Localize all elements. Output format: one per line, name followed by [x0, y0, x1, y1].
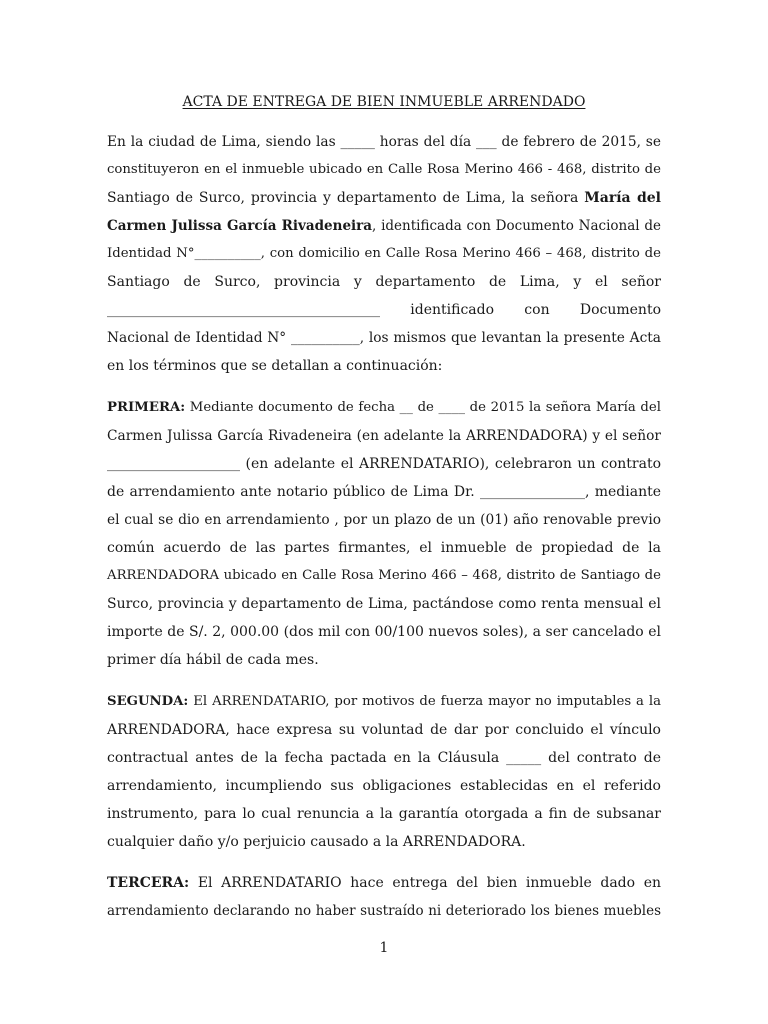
primera-line-1-text: Mediante documento de fecha __ de ____ de 2015 la señora María del	[185, 400, 661, 415]
segunda-line-6: cualquier daño y/o perjuicio causado a la ARRENDADORA.	[107, 834, 526, 850]
primera-line-4: de arrendamiento ante notario público de Lima Dr. _______________, mediante	[107, 484, 661, 500]
primera-line-9: importe de S/. 2, 000.00 (dos mil con 00/100 nuevos soles), a ser cancelado el	[107, 624, 661, 640]
primera-line-7: ARRENDADORA ubicado en Calle Rosa Merino 466 – 468, distrito de Santiago de	[107, 568, 661, 583]
page-number: 1	[379, 940, 389, 956]
intro-line-3	[107, 184, 661, 212]
segunda-label: SEGUNDA:	[107, 694, 189, 709]
intro-line-4	[107, 212, 661, 240]
tercera-line-1	[107, 869, 661, 897]
primera-line-1	[107, 394, 661, 422]
primera-line-2: Carmen Julissa García Rivadeneira (en adelante la ARRENDADORA) y el señor	[107, 428, 661, 444]
intro-line-6: Santiago de Surco, provincia y departamento de Lima, y el señor	[107, 274, 661, 290]
intro-line-4-text: , identificada con Documento Nacional de	[372, 218, 661, 234]
intro-line-3-text: Santiago de Surco, provincia y departamento de Lima, la señora	[107, 190, 585, 206]
intro-line-7: _______________________________________ identificado con Documento	[107, 302, 661, 318]
primera-line-10: primer día hábil de cada mes.	[107, 652, 319, 668]
primera-line-3: ___________________ (en adelante el ARRENDATARIO), celebraron un contrato	[107, 456, 661, 472]
intro-line-2: constituyeron en el inmueble ubicado en Calle Rosa Merino 466 - 468, distrito de	[107, 162, 661, 177]
intro-name-part-1: María del	[584, 190, 661, 206]
segunda-line-1	[107, 688, 661, 716]
segunda-line-5: instrumento, para lo cual renuncia a la garantía otorgada a fin de subsanar	[107, 806, 661, 822]
intro-line-1: En la ciudad de Lima, siendo las _____ horas del día ___ de febrero de 2015, se	[107, 134, 661, 150]
segunda-line-3: contractual antes de la fecha pactada en la Cláusula _____ del contrato de	[107, 750, 661, 766]
primera-line-8: Surco, provincia y departamento de Lima, pactándose como renta mensual el	[107, 596, 661, 612]
intro-line-8: Nacional de Identidad N° __________, los mismos que levantan la presente Acta	[107, 330, 661, 346]
segunda-line-1-text: El ARRENDATARIO, por motivos de fuerza mayor no imputables a la	[188, 694, 661, 709]
intro-line-5: Identidad N°__________, con domicilio en Calle Rosa Merino 466 – 468, distrito de	[107, 246, 661, 261]
document-title: ACTA DE ENTREGA DE BIEN INMUEBLE ARRENDADO	[182, 94, 586, 110]
intro-name-part-2: Carmen Julissa García Rivadeneira	[107, 218, 373, 234]
primera-line-6: común acuerdo de las partes firmantes, el inmueble de propiedad de la	[107, 540, 661, 556]
segunda-line-4: arrendamiento, incumpliendo sus obligaciones establecidas en el referido	[107, 778, 661, 794]
segunda-line-2: ARRENDADORA, hace expresa su voluntad de dar por concluido el vínculo	[107, 722, 661, 738]
tercera-line-1-text: El ARRENDATARIO hace entrega del bien inmueble dado en	[189, 875, 661, 891]
tercera-line-2: arrendamiento declarando no haber sustraído ni deteriorado los bienes muebles	[107, 903, 661, 919]
primera-line-5: el cual se dio en arrendamiento , por un plazo de un (01) año renovable previo	[107, 512, 661, 528]
primera-label: PRIMERA:	[107, 400, 186, 415]
intro-line-9: en los términos que se detallan a continuación:	[107, 358, 443, 374]
tercera-label: TERCERA:	[107, 875, 190, 891]
